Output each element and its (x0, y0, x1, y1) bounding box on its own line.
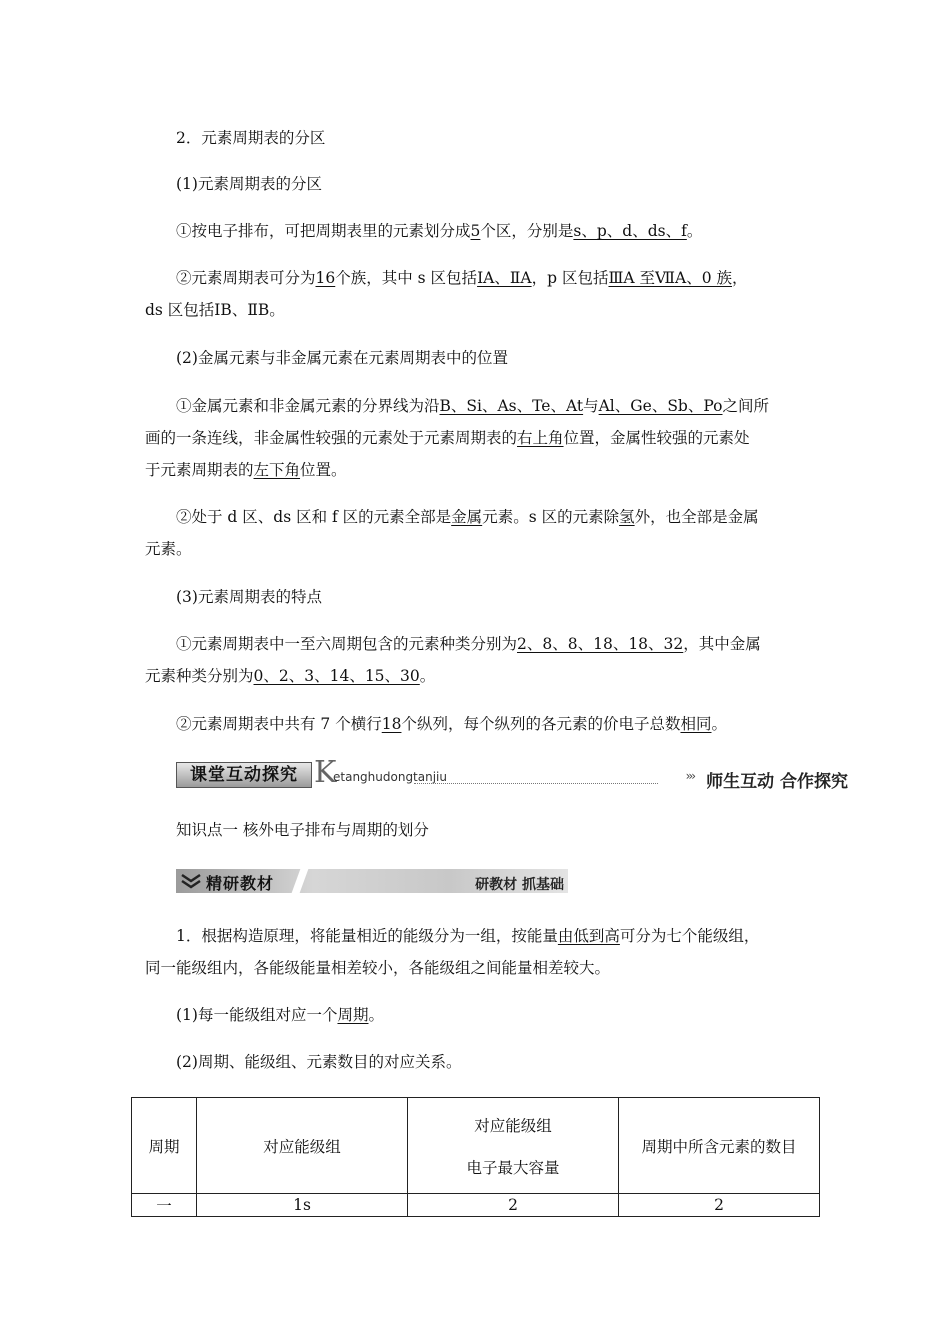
paragraph-counts: ①元素周期表中一至六周期包含的元素种类分别为2、8、8、18、18、32，其中金属 (176, 635, 761, 653)
table-cell: 1s (197, 1194, 408, 1217)
table-row (132, 1194, 820, 1217)
classroom-banner (176, 755, 848, 792)
table-header-group: 对应能级组 (197, 1098, 408, 1194)
table-header-period: 周期 (132, 1098, 197, 1194)
banner-subtitle: 师生互动 合作探究 (706, 772, 848, 792)
table-cell: 一 (132, 1194, 197, 1217)
paragraph-metals: ②处于 d 区、ds 区和 f 区的元素全部是金属元素。s 区的元素除氢外，也全部是金属 (176, 508, 759, 526)
table-cell: 2 (408, 1194, 619, 1217)
paragraph-boundary-line2: 画的一条连线，非金属性较强的元素处于元素周期表的右上角位置，金属性较强的元素处 (145, 429, 750, 447)
chevron-book-icon (180, 872, 202, 890)
banner-subtitle: 研教材 抓基础 (475, 877, 564, 893)
banner-title: 课堂互动探究 (176, 762, 312, 788)
knowledge-point-title: 知识点一 核外电子排布与周期的划分 (176, 821, 429, 839)
subsection-3-title: (3)元素周期表的特点 (176, 588, 322, 606)
paragraph-metals-line2: 元素。 (145, 540, 192, 558)
table-header-count: 周期中所含元素的数目 (619, 1098, 820, 1194)
paragraph-counts-line2: 元素种类分别为0、2、3、14、15、30。 (145, 667, 436, 685)
table-header-capacity: 对应能级组 电子最大容量 (408, 1098, 619, 1194)
section-2-title: 2．元素周期表的分区 (176, 129, 326, 147)
table-cell: 2 (619, 1194, 820, 1217)
paragraph-boundary: ①金属元素和非金属元素的分界线为沿B、Si、As、Te、At与Al、Ge、Sb、Po之间所 (176, 397, 770, 415)
paragraph-relation: (2)周期、能级组、元素数目的对应关系。 (176, 1053, 462, 1071)
paragraph-columns: ②元素周期表中共有 7 个横行18个纵列，每个纵列的各元素的价电子总数相同。 (176, 715, 727, 733)
banner-pinyin: etanghudongtanjiu (333, 770, 447, 784)
study-banner (176, 866, 568, 896)
paragraph-energy-groups: 1．根据构造原理，将能量相近的能级分为一组，按能量由低到高可分为七个能级组， (176, 927, 760, 945)
paragraph-groups: ②元素周期表可分为16个族，其中 s 区包括ⅠA、ⅡA，p 区包括ⅢA 至ⅦA、0 族， (176, 269, 748, 287)
subsection-2-title: (2)金属元素与非金属元素在元素周期表中的位置 (176, 349, 508, 367)
banner-arrows-icon: ››› (685, 769, 694, 783)
paragraph-groups-line2: ds 区包括ⅠB、ⅡB。 (145, 301, 285, 319)
banner-dotted-rule (414, 783, 658, 784)
paragraph-period: (1)每一能级组对应一个周期。 (176, 1006, 384, 1024)
paragraph-boundary-line3: 于元素周期表的左下角位置。 (145, 461, 347, 479)
paragraph-blocks: ①按电子排布，可把周期表里的元素划分成5个区，分别是s、p、d、ds、f。 (176, 222, 703, 240)
banner-label: 精研教材 (206, 874, 275, 893)
paragraph-energy-groups-line2: 同一能级组内，各能级能量相差较小，各能级组之间能量相差较大。 (145, 959, 611, 977)
subsection-1-title: (1)元素周期表的分区 (176, 175, 322, 193)
banner-k-letter: K (314, 755, 337, 790)
period-table (131, 1097, 820, 1217)
